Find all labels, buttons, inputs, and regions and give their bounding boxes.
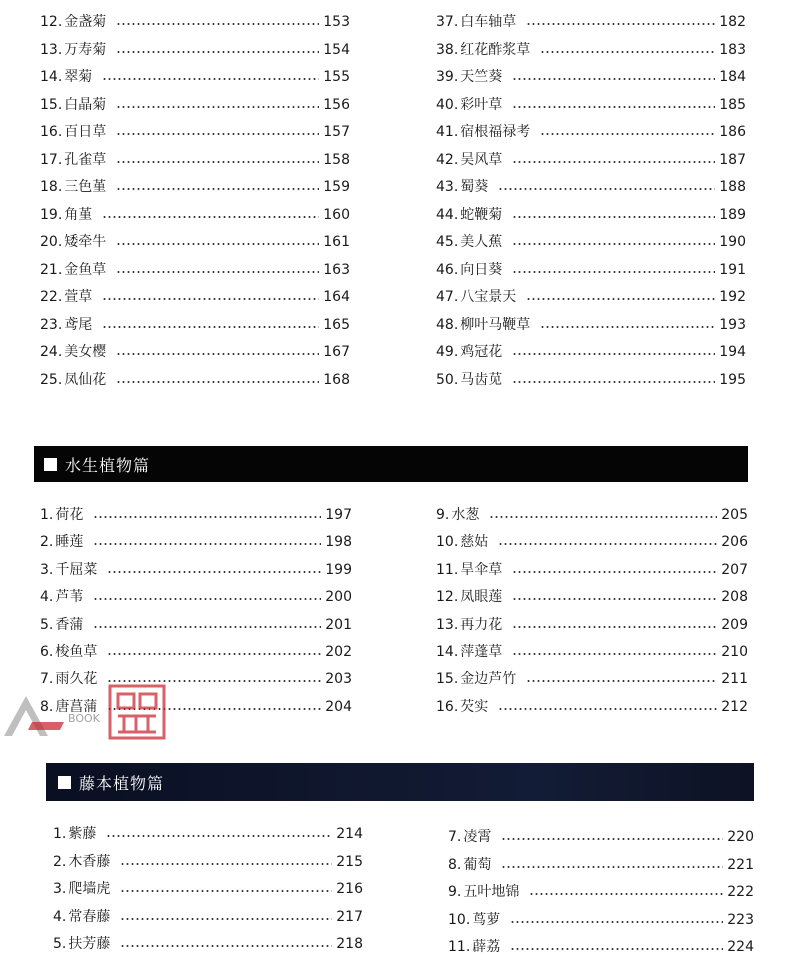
dot-leader [102,298,319,300]
dot-leader [512,161,715,163]
dot-leader [116,23,319,25]
toc-entry-num: 12. [40,14,63,30]
dot-leader [107,653,321,655]
toc-entry-title: 孔雀草 [64,151,107,168]
toc-entry-title: 薜荔 [472,939,501,956]
toc-entry [436,121,746,143]
dot-leader [120,890,332,892]
toc-entry [436,614,748,636]
section-header-vine [46,763,754,801]
toc-entry-page: 191 [719,261,746,278]
toc-entry [53,906,363,928]
toc-entry-num: 2. [40,534,54,551]
toc-entry-page: 192 [719,289,746,305]
dot-leader [93,626,321,628]
toc-entry-num: 16. [40,124,63,140]
dot-leader [498,708,717,710]
toc-entry [436,531,748,553]
toc-entry [436,559,748,581]
toc-entry [448,936,754,958]
toc-entry-title: 翠菊 [64,69,93,85]
dot-leader [510,921,723,923]
toc-entry-page: 202 [325,644,352,660]
toc-entry-page: 182 [719,14,746,30]
toc-entry-page: 194 [719,344,746,360]
toc-entry-num: 5. [53,936,67,953]
dot-leader [526,680,717,682]
toc-entry-num: 4. [53,908,67,925]
toc-entry [40,531,352,553]
dot-leader [93,543,321,545]
toc-entry-title: 红花酢浆草 [460,41,531,58]
square-bullet-icon [58,776,71,789]
toc-entry-page: 212 [721,698,748,715]
toc-entry-num: 50. [436,371,459,388]
toc-entry-title: 向日葵 [460,261,503,278]
toc-entry-title: 葡萄 [463,856,492,873]
dot-leader [498,543,717,545]
toc-entry-num: 25. [40,371,63,388]
toc-entry-num: 11. [436,561,459,578]
toc-entry-title: 香蒲 [55,616,84,633]
toc-entry-title: 水葱 [451,507,480,523]
toc-entry-title: 美人蕉 [460,234,503,250]
toc-entry-title: 慈姑 [460,534,489,551]
toc-entry-page: 204 [325,698,352,715]
toc-entry-page: 168 [323,371,350,388]
toc-entry-page: 184 [719,69,746,85]
toc-entry-page: 199 [325,561,352,578]
toc-entry-num: 22. [40,289,63,305]
toc-entry-num: 24. [40,344,63,360]
toc-entry-page: 195 [719,371,746,388]
toc-entry [40,66,350,88]
toc-entry [53,851,363,873]
toc-entry-title: 天竺葵 [460,69,503,85]
toc-entry-num: 7. [448,829,462,845]
toc-entry-num: 9. [436,507,450,523]
toc-entry-page: 207 [721,561,748,578]
toc-entry [40,259,350,281]
dot-leader [107,571,321,573]
toc-entry-page: 224 [727,939,754,956]
toc-entry-page: 189 [719,206,746,223]
toc-entry-num: 10. [448,911,471,928]
dot-leader [116,161,319,163]
toc-entry [53,823,363,845]
toc-entry-num: 10. [436,534,459,551]
toc-entry-page: 203 [325,671,352,688]
toc-entry-page: 155 [323,69,350,85]
dot-leader [102,326,319,328]
toc-entry [40,39,350,61]
toc-entry-title: 荷花 [55,507,84,523]
toc-entry-num: 3. [40,561,54,578]
dot-leader [102,216,319,218]
toc-entry [40,369,350,391]
toc-entry-title: 鸢尾 [64,316,93,333]
toc-entry-page: 167 [323,344,350,360]
section-title: 水生植物篇 [65,455,151,475]
toc-entry-title: 三色堇 [64,179,107,195]
toc-entry-title: 凤仙花 [64,371,107,388]
toc-entry-title: 白车轴草 [460,14,517,30]
dot-leader [526,298,715,300]
toc-entry-num: 11. [448,939,471,956]
toc-entry-num: 39. [436,69,459,85]
toc-entry-num: 1. [53,826,67,842]
toc-entry-title: 宿根福禄考 [460,124,531,140]
dot-leader [116,353,319,355]
toc-entry-num: 6. [40,644,54,660]
toc-entry-page: 154 [323,41,350,58]
dot-leader [120,918,332,920]
dot-leader [501,866,723,868]
dot-leader [512,571,717,573]
dot-leader [116,106,319,108]
toc-entry-num: 48. [436,316,459,333]
dot-leader [93,516,321,518]
toc-entry-num: 8. [40,698,54,715]
toc-entry-page: 200 [325,589,352,606]
toc-entry [436,231,746,253]
toc-entry-page: 218 [336,936,363,953]
toc-entry-title: 美女樱 [64,344,107,360]
toc-entry-page: 186 [719,124,746,140]
toc-entry-num: 23. [40,316,63,333]
toc-entry-title: 芡实 [460,698,489,715]
toc-entry-num: 18. [40,179,63,195]
toc-entry-page: 211 [721,671,748,688]
toc-entry-title: 唐菖蒲 [55,698,98,715]
toc-entry-title: 常春藤 [68,908,111,925]
toc-entry [40,286,350,308]
toc-entry-page: 153 [323,14,350,30]
dot-leader [512,626,717,628]
toc-entry-num: 46. [436,261,459,278]
toc-entry-page: 156 [323,96,350,113]
toc-entry [40,149,350,171]
toc-entry [40,204,350,226]
toc-entry [436,341,746,363]
toc-entry-page: 205 [721,507,748,523]
dot-leader [106,835,332,837]
dot-leader [116,243,319,245]
toc-entry [436,641,748,663]
toc-entry-num: 7. [40,671,54,688]
toc-entry-page: 183 [719,41,746,58]
toc-entry-num: 37. [436,14,459,30]
toc-entry-num: 49. [436,344,459,360]
toc-entry-num: 21. [40,261,63,278]
dot-leader [93,598,321,600]
square-bullet-icon [44,458,57,471]
toc-entry-num: 8. [448,856,462,873]
dot-leader [102,78,319,80]
toc-entry-num: 42. [436,151,459,168]
toc-entry-num: 14. [436,644,459,660]
toc-entry [436,39,746,61]
toc-entry [436,504,748,526]
toc-entry-page: 160 [323,206,350,223]
toc-entry-page: 223 [727,911,754,928]
toc-entry [40,641,352,663]
toc-entry [40,11,350,33]
toc-entry-page: 208 [721,589,748,606]
toc-entry [436,94,746,116]
toc-entry-page: 158 [323,151,350,168]
toc-entry [436,369,746,391]
toc-entry-page: 161 [323,234,350,250]
toc-entry-title: 柳叶马鞭草 [460,316,531,333]
toc-entry [436,259,746,281]
dot-leader [512,271,715,273]
toc-entry-page: 221 [727,856,754,873]
toc-entry-page: 210 [721,644,748,660]
toc-entry-num: 14. [40,69,63,85]
toc-entry-num: 5. [40,616,54,633]
section-title: 藤本植物篇 [79,773,165,793]
toc-entry-title: 木香藤 [68,853,111,870]
toc-entry-num: 41. [436,124,459,140]
toc-entry-title: 五叶地锦 [463,884,520,901]
toc-entry-page: 163 [323,261,350,278]
toc-entry-page: 187 [719,151,746,168]
toc-entry-title: 雨久花 [55,671,98,688]
toc-entry [40,176,350,198]
toc-entry-title: 马齿苋 [460,371,503,388]
toc-entry-title: 凌霄 [463,829,492,845]
toc-entry [40,614,352,636]
toc-entry-page: 214 [336,826,363,842]
toc-entry-num: 13. [40,41,63,58]
toc-entry-title: 吴风草 [460,151,503,168]
toc-entry-num: 15. [436,671,459,688]
dot-leader [116,188,319,190]
toc-entry [436,314,746,336]
dot-leader [120,945,332,947]
toc-entry-num: 13. [436,616,459,633]
toc-entry-num: 19. [40,206,63,223]
toc-entry [448,854,754,876]
toc-entry-title: 芦苇 [55,589,84,606]
toc-entry-title: 鸡冠花 [460,344,503,360]
dot-leader [116,381,319,383]
dot-leader [512,216,715,218]
toc-entry [40,231,350,253]
toc-entry [40,121,350,143]
toc-entry [436,696,748,718]
toc-entry [53,933,363,955]
toc-entry-page: 215 [336,853,363,870]
toc-entry-title: 角堇 [64,206,93,223]
toc-entry-page: 201 [325,616,352,633]
seal-glyph-icon [110,686,164,738]
book-watermark-logo [2,682,170,742]
dot-leader [116,271,319,273]
toc-entry-title: 茑萝 [472,911,501,928]
toc-entry [436,668,748,690]
toc-entry [436,66,746,88]
toc-entry-title: 凤眼莲 [460,589,503,606]
dot-leader [512,381,715,383]
toc-entry-title: 彩叶草 [460,96,503,113]
toc-entry-title: 萍蓬草 [460,644,503,660]
toc-entry-page: 197 [325,507,352,523]
toc-entry [436,204,746,226]
toc-entry-title: 金边芦竹 [460,671,517,688]
section-header-aquatic [34,446,748,482]
toc-entry-title: 百日草 [64,124,107,140]
toc-entry-num: 12. [436,589,459,606]
toc-entry-num: 44. [436,206,459,223]
toc-entry-title: 万寿菊 [64,41,107,58]
toc-entry-title: 睡莲 [55,534,84,551]
watermark-text: BOOK [68,712,100,725]
toc-entry-num: 1. [40,507,54,523]
toc-entry-num: 15. [40,96,63,113]
dot-leader [512,78,715,80]
red-stripe-icon [28,722,64,730]
dot-leader [512,353,715,355]
toc-entry-num: 2. [53,853,67,870]
toc-entry [448,909,754,931]
toc-entry-title: 金鱼草 [64,261,107,278]
toc-entry-page: 165 [323,316,350,333]
toc-entry [40,94,350,116]
dot-leader [526,23,715,25]
toc-entry-page: 193 [719,316,746,333]
toc-entry-title: 萱草 [64,289,93,305]
toc-entry [436,149,746,171]
dot-leader [501,838,723,840]
toc-entry-title: 白晶菊 [64,96,107,113]
toc-entry-title: 旱伞草 [460,561,503,578]
dot-leader [529,893,723,895]
dot-leader [489,516,717,518]
toc-entry-num: 40. [436,96,459,113]
toc-entry-num: 17. [40,151,63,168]
dot-leader [120,863,332,865]
toc-entry-page: 222 [727,884,754,901]
toc-entry [40,341,350,363]
toc-entry [436,586,748,608]
toc-entry-title: 爬墙虎 [68,881,111,898]
dot-leader [540,51,715,53]
toc-entry-num: 20. [40,234,63,250]
toc-entry-title: 再力花 [460,616,503,633]
toc-entry-title: 矮牵牛 [64,234,107,250]
dot-leader [512,243,715,245]
toc-entry [40,314,350,336]
toc-entry-title: 八宝景天 [460,289,517,305]
toc-entry-page: 164 [323,289,350,305]
dot-leader [540,326,715,328]
toc-entry-title: 扶芳藤 [68,936,111,953]
toc-entry [40,504,352,526]
toc-entry-page: 188 [719,179,746,195]
dot-leader [498,188,715,190]
toc-entry-num: 38. [436,41,459,58]
dot-leader [540,133,715,135]
toc-entry-num: 9. [448,884,462,901]
toc-entry [40,586,352,608]
toc-entry-title: 金盏菊 [64,14,107,30]
toc-entry-title: 梭鱼草 [55,644,98,660]
toc-entry-page: 159 [323,179,350,195]
dot-leader [116,51,319,53]
toc-entry-title: 紫藤 [68,826,97,842]
toc-entry-page: 209 [721,616,748,633]
dot-leader [116,133,319,135]
toc-entry [40,559,352,581]
toc-entry-page: 217 [336,908,363,925]
toc-entry [448,881,754,903]
toc-entry [436,11,746,33]
toc-entry [53,878,363,900]
toc-entry-title: 千屈菜 [55,561,98,578]
toc-entry [436,286,746,308]
dot-leader [510,948,723,950]
toc-entry-page: 220 [727,829,754,845]
toc-entry-num: 47. [436,289,459,305]
toc-entry-title: 蜀葵 [460,179,489,195]
toc-entry-page: 206 [721,534,748,551]
toc-entry-page: 190 [719,234,746,250]
toc-entry-page: 157 [323,124,350,140]
toc-entry [448,826,754,848]
dot-leader [512,106,715,108]
dot-leader [512,598,717,600]
toc-entry-num: 43. [436,179,459,195]
toc-entry-num: 16. [436,698,459,715]
dot-leader [512,653,717,655]
toc-entry-page: 185 [719,96,746,113]
toc-entry-page: 216 [336,881,363,898]
toc-entry-num: 45. [436,234,459,250]
toc-entry-page: 198 [325,534,352,551]
toc-entry [436,176,746,198]
toc-entry-num: 3. [53,881,67,898]
toc-entry-title: 蛇鞭菊 [460,206,503,223]
toc-entry-num: 4. [40,589,54,606]
